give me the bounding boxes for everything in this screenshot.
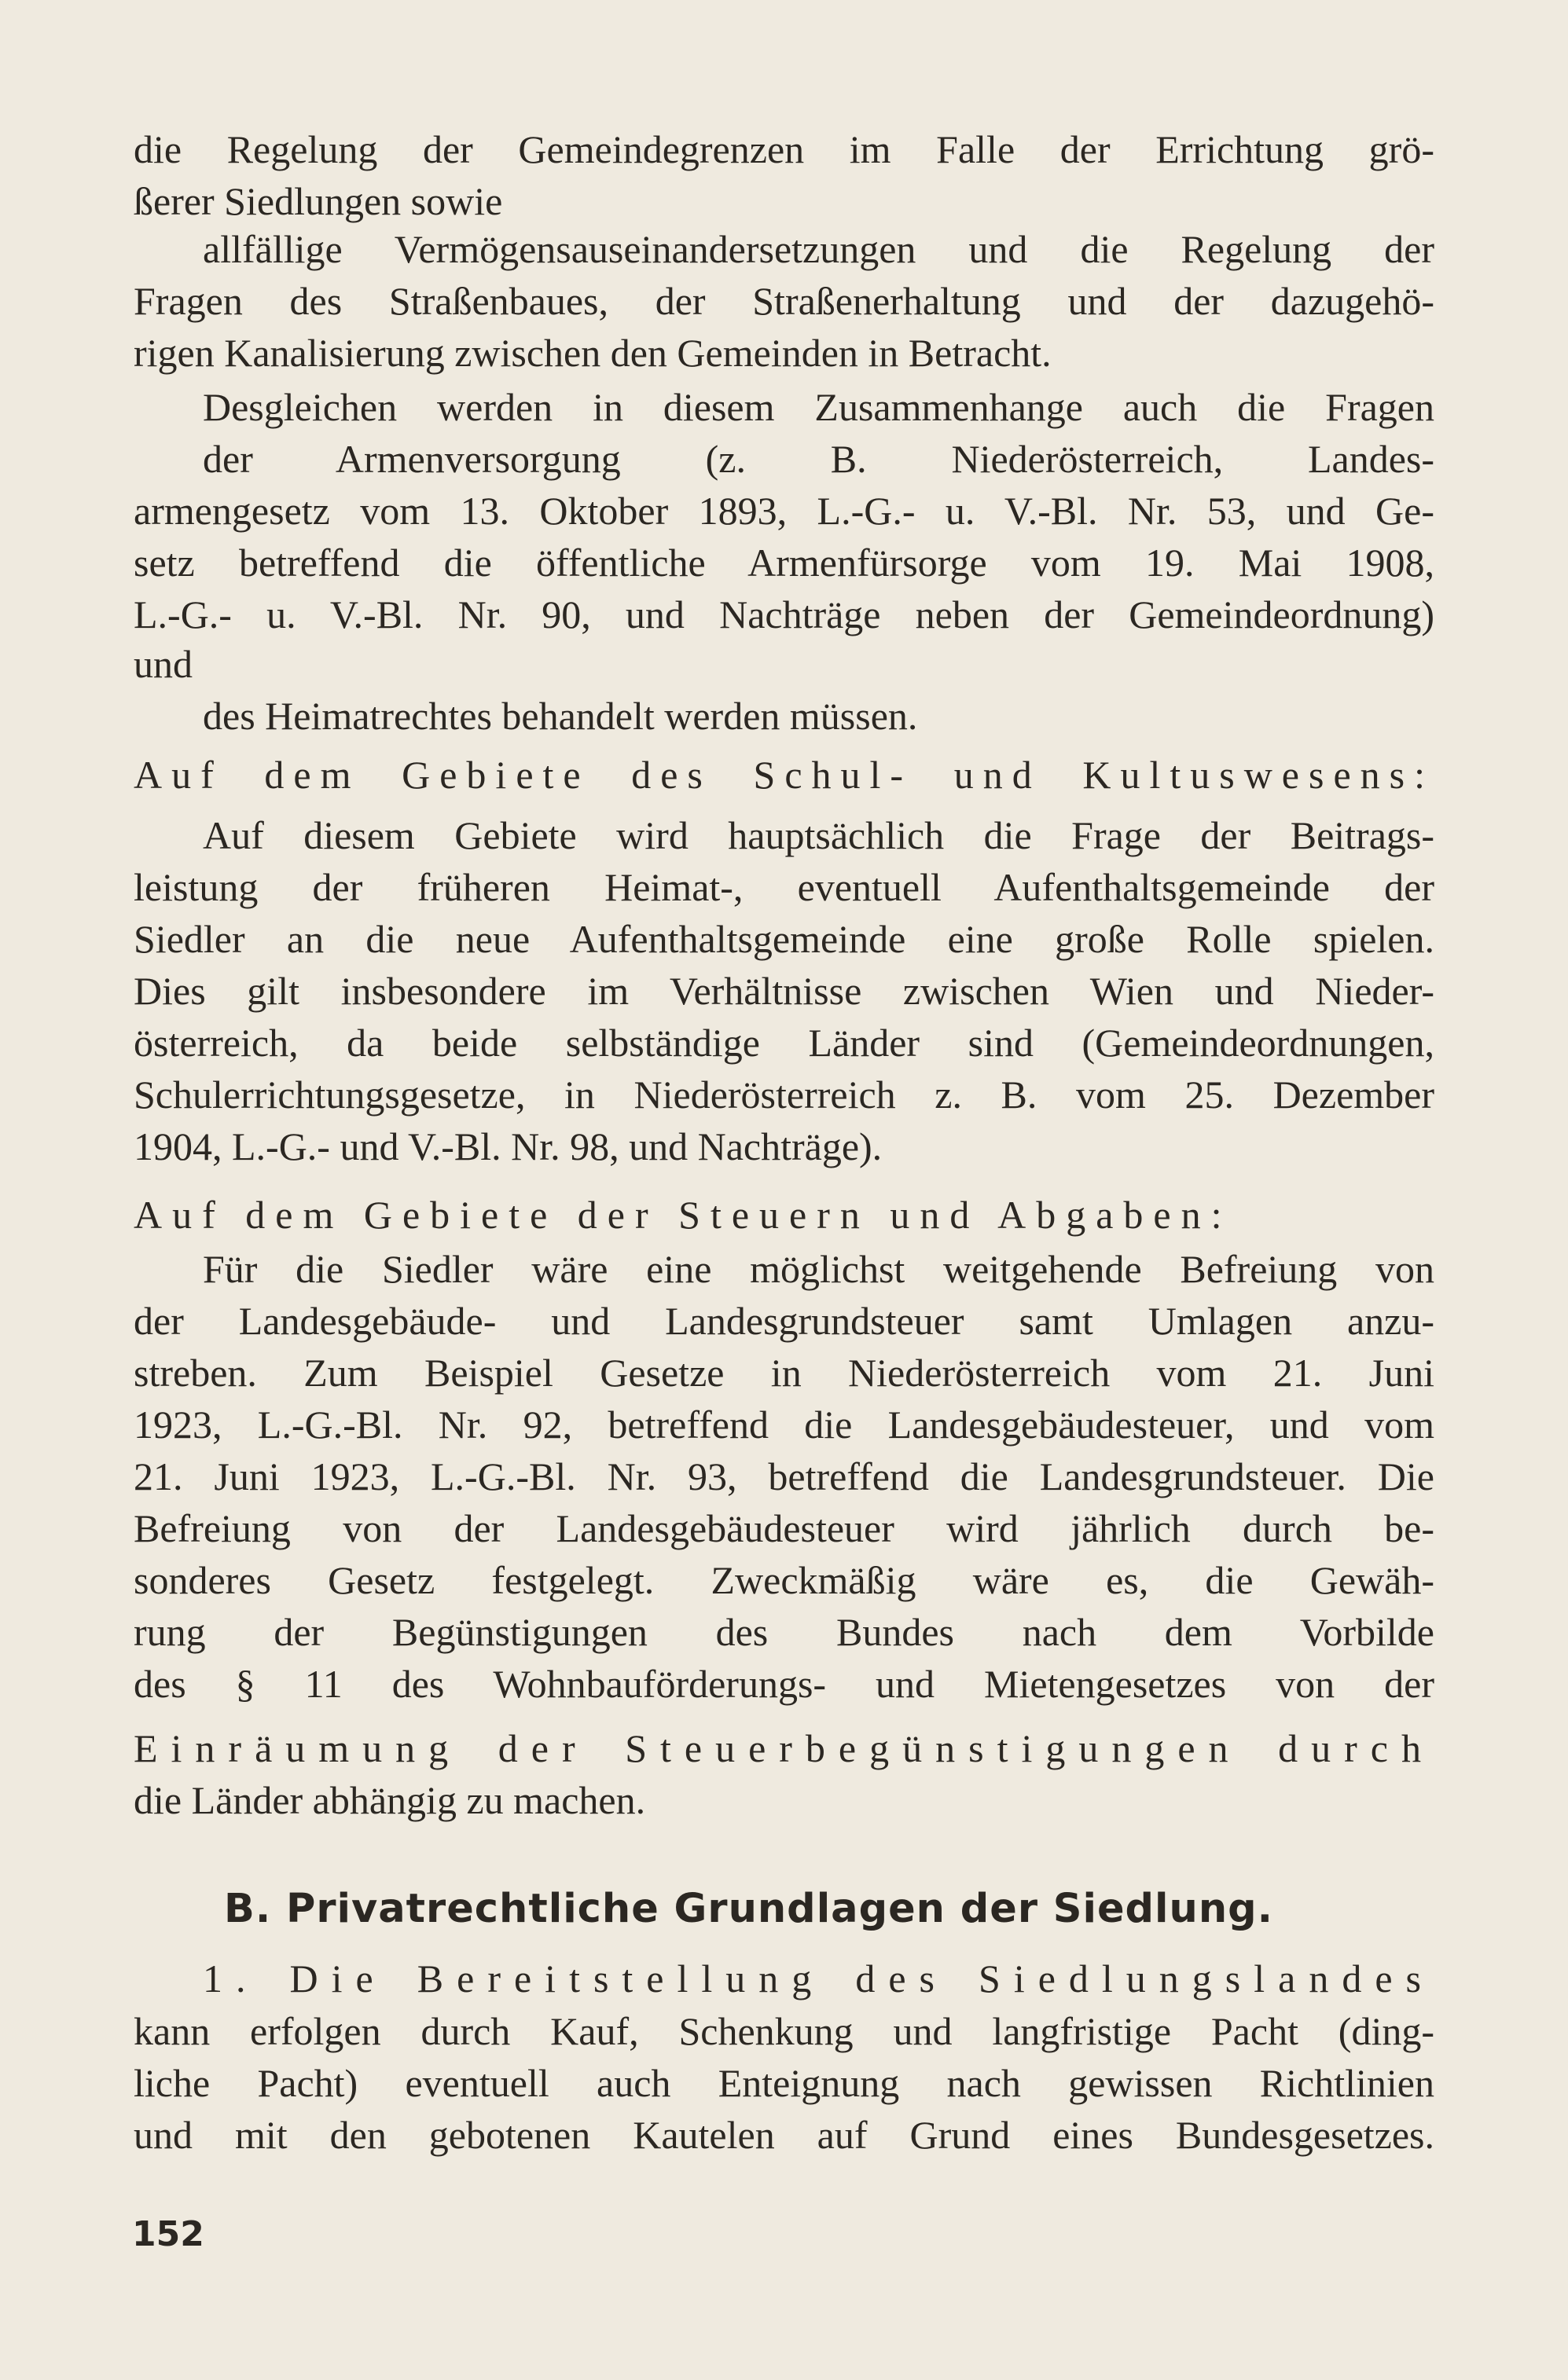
text-line: Einräumung der Steuerbegünstigungen durch: [134, 1726, 1434, 1770]
text-line: Siedler an die neue Aufenthaltsgemeinde eine große Rolle spielen.: [134, 917, 1434, 961]
text-line: des Heimatrechtes behandelt werden müssen.: [203, 694, 918, 738]
text-line: Für die Siedler wäre eine möglichst weitgehende Befreiung von: [203, 1247, 1434, 1291]
text-line: 1. Die Bereitstellung des Siedlungslandes: [203, 1956, 1434, 2000]
text-line: Auf diesem Gebiete wird hauptsächlich die Frage der Beitrags-: [203, 813, 1434, 857]
section-heading: B. Privatrechtliche Grundlagen der Siedlung.: [224, 1886, 1274, 1932]
text-line: ßerer Siedlungen sowie: [134, 179, 503, 223]
text-line: allfällige Vermögensauseinandersetzungen und die Regelung der: [203, 227, 1434, 271]
text-line: 1904, L.-G.- und V.-Bl. Nr. 98, und Nachträge).: [134, 1124, 883, 1168]
text-line: Befreiung von der Landesgebäudesteuer wird jährlich durch be-: [134, 1506, 1434, 1550]
section-subheading: Auf dem Gebiete des Schul- und Kultuswesens:: [134, 753, 1434, 797]
text-line: Desgleichen werden in diesem Zusammenhange auch die Fragen: [203, 385, 1434, 429]
text-line: die Regelung der Gemeindegrenzen im Falle der Errichtung grö-: [134, 127, 1434, 171]
text-line: rung der Begünstigungen des Bundes nach dem Vorbilde: [134, 1610, 1434, 1654]
text-line: L.-G.- u. V.-Bl. Nr. 90, und Nachträge neben der Gemeindeordnung): [134, 592, 1434, 636]
text-line: streben. Zum Beispiel Gesetze in Niederösterreich vom 21. Juni: [134, 1351, 1434, 1395]
text-line: Dies gilt insbesondere im Verhältnisse zwischen Wien und Nieder-: [134, 969, 1434, 1013]
text-line: kann erfolgen durch Kauf, Schenkung und langfristige Pacht (ding-: [134, 2009, 1434, 2053]
text-line: österreich, da beide selbständige Länder sind (Gemeindeordnungen,: [134, 1021, 1434, 1065]
text-line: die Länder abhängig zu machen.: [134, 1778, 646, 1822]
section-subheading: Auf dem Gebiete der Steuern und Abgaben:: [134, 1193, 1232, 1237]
text-line: sonderes Gesetz festgelegt. Zweckmäßig wäre es, die Gewäh-: [134, 1558, 1434, 1602]
text-line: der Armenversorgung (z. B. Niederösterreich, Landes-: [203, 437, 1434, 481]
text-line: Schulerrichtungsgesetze, in Niederösterreich z. B. vom 25. Dezember: [134, 1073, 1434, 1117]
text-line: und: [134, 642, 193, 686]
text-line: Fragen des Straßenbaues, der Straßenerhaltung und der dazugehö-: [134, 279, 1434, 323]
text-line: rigen Kanalisierung zwischen den Gemeinden in Betracht.: [134, 331, 1052, 375]
text-line: setz betreffend die öffentliche Armenfürsorge vom 19. Mai 1908,: [134, 541, 1434, 585]
text-line: der Landesgebäude- und Landesgrundsteuer samt Umlagen anzu-: [134, 1299, 1434, 1343]
text-line: liche Pacht) eventuell auch Enteignung nach gewissen Richtlinien: [134, 2061, 1434, 2105]
text-line: des § 11 des Wohnbauförderungs- und Mietengesetzes von der: [134, 1662, 1434, 1706]
text-line: armengesetz vom 13. Oktober 1893, L.-G.- u. V.-Bl. Nr. 53, und Ge-: [134, 489, 1434, 533]
text-line: 1923, L.-G.-Bl. Nr. 92, betreffend die Landesgebäudesteuer, und vom: [134, 1403, 1434, 1447]
text-line: und mit den gebotenen Kautelen auf Grund eines Bundesgesetzes.: [134, 2113, 1434, 2157]
text-line: 21. Juni 1923, L.-G.-Bl. Nr. 93, betreffend die Landesgrundsteuer. Die: [134, 1454, 1434, 1498]
page-number: 152: [132, 2214, 204, 2254]
text-line: leistung der früheren Heimat-, eventuell Aufenthaltsgemeinde der: [134, 865, 1434, 909]
